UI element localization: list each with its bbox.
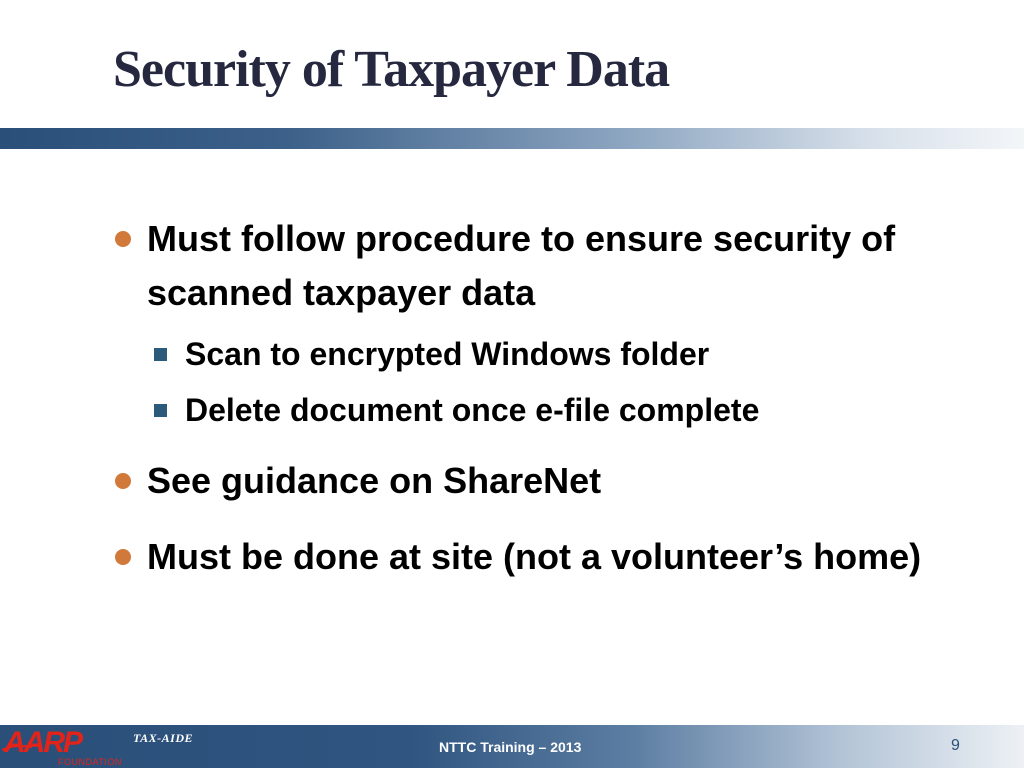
sub-bullet-item [113, 332, 993, 376]
sub-bullet-text: Delete document once e-file complete [185, 392, 760, 428]
bullet-item [113, 212, 993, 320]
aarp-logo: AARP [4, 726, 82, 759]
slide-content [113, 212, 993, 584]
tax-aide-label: TAX-AIDE [133, 731, 194, 745]
bullet-text: Must follow procedure to ensure security of scanned taxpayer data [147, 218, 896, 313]
page-number: 9 [951, 737, 960, 754]
bullet-item [113, 530, 993, 584]
aarp-foundation-label: FOUNDATION [58, 757, 122, 767]
slide-title: Security of Taxpayer Data [113, 41, 670, 98]
bullet-item [113, 454, 993, 508]
bullet-text: Must be done at site (not a volunteer’s home) [147, 536, 922, 577]
sub-bullet-text: Scan to encrypted Windows folder [185, 336, 710, 372]
round-bullet-icon [115, 231, 131, 247]
sub-bullet-item [113, 388, 993, 432]
round-bullet-icon [115, 473, 131, 489]
footer-training-label: NTTC Training – 2013 [439, 739, 582, 755]
bullet-text: See guidance on ShareNet [147, 460, 602, 501]
round-bullet-icon [115, 549, 131, 565]
title-accent-bar [0, 128, 1024, 149]
square-bullet-icon [154, 348, 167, 361]
square-bullet-icon [154, 404, 167, 417]
